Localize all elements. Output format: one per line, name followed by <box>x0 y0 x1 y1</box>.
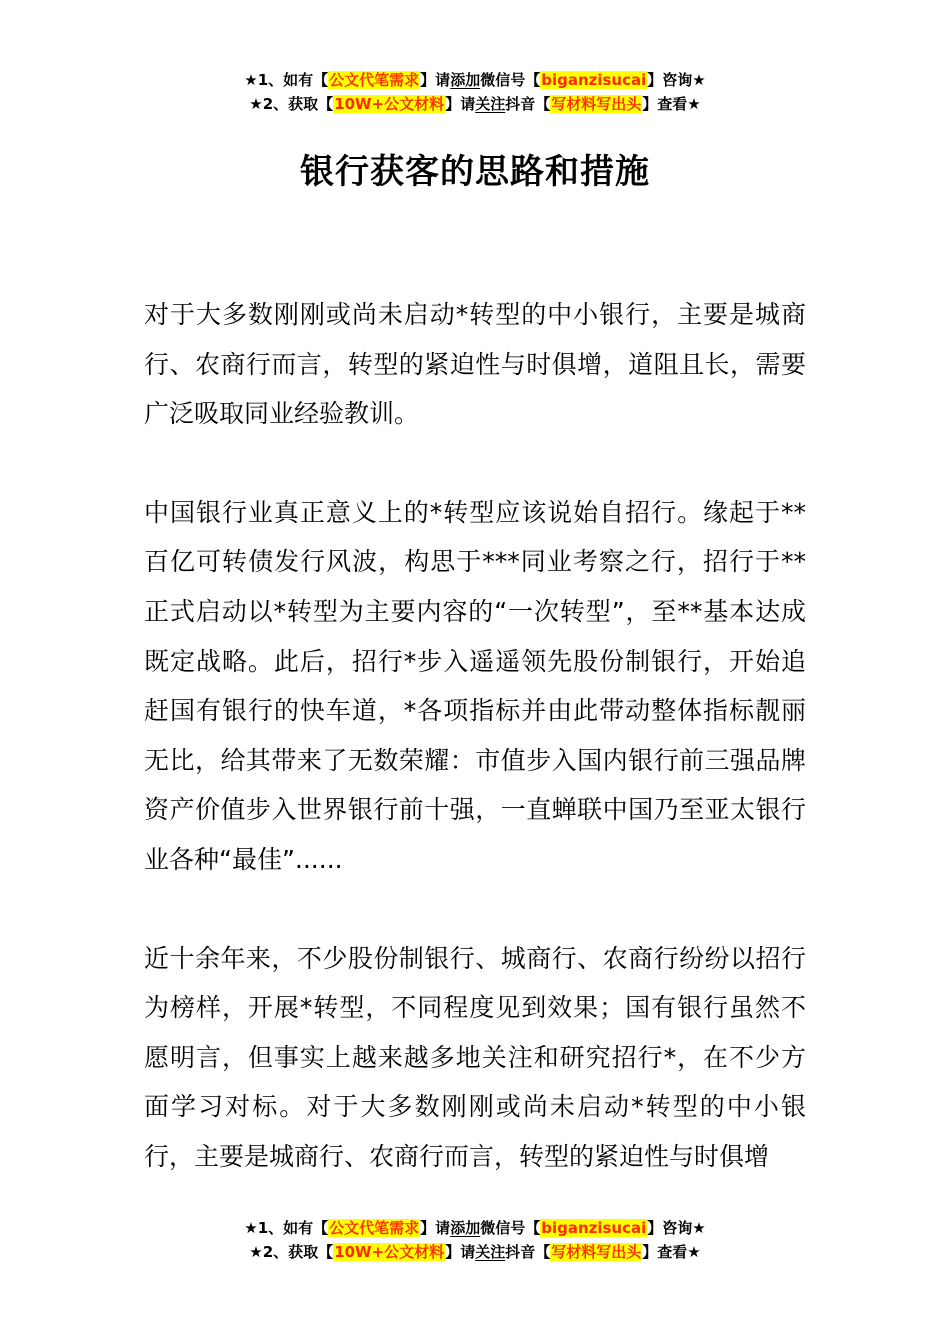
banner-text: 】请 <box>445 95 476 113</box>
banner-emphasis: 添加 <box>450 71 481 89</box>
banner-highlight: 写材料写出头 <box>551 95 642 113</box>
banner-text: ★1、如有【 <box>244 71 329 89</box>
banner-text: ★2、获取【 <box>249 95 334 113</box>
banner-emphasis: 添加 <box>450 1219 481 1237</box>
banner-emphasis: 关注 <box>475 95 506 113</box>
paragraph: 对于大多数刚刚或尚未启动*转型的中小银行，主要是城商行、农商行而言，转型的紧迫性与时俱增，道阻且长，需要广泛吸取同业经验教训。 <box>144 300 806 429</box>
banner-text: ★1、如有【 <box>244 1219 329 1237</box>
banner-text: ★2、获取【 <box>249 1243 334 1261</box>
banner-text: 】咨询★ <box>647 71 706 89</box>
paragraph: 中国银行业真正意义上的*转型应该说始自招行。缘起于**百亿可转债发行风波，构思于***同业考察之行，招行于**正式启动以*转型为主要内容的“一次转型”，至**基本达成既定战略。此后，招行*步入遥遥领先股份制银行，开始追赶国有银行的快车道，*各项指标并由此带动整体指标靓丽无比，给其带来了无数荣耀：市值步入国内银行前三强品牌资产价值步入世界银行前十强，一直蝉联中国乃至亚太银行业各种“最佳”...... <box>144 497 806 874</box>
banner-highlight: biganzisucai <box>541 1219 647 1237</box>
banner-highlight: 公文代笔需求 <box>329 1219 420 1237</box>
banner-highlight: 公文代笔需求 <box>329 71 420 89</box>
banner-text: 】请 <box>420 1219 451 1237</box>
banner-highlight: biganzisucai <box>541 71 647 89</box>
banner-text: 】请 <box>445 1243 476 1261</box>
banner-text: 抖音【 <box>505 1243 551 1261</box>
header-banner <box>0 68 950 116</box>
banner-text: 】咨询★ <box>647 1219 706 1237</box>
footer-banner <box>0 1216 950 1264</box>
paragraph: 近十余年来，不少股份制银行、城商行、农商行纷纷以招行为榜样，开展*转型，不同程度见到效果；国有银行虽然不愿明言，但事实上越来越多地关注和研究招行*，在不少方面学习对标。对于大多数刚刚或尚未启动*转型的中小银行，主要是城商行、农商行而言，转型的紧迫性与时俱增 <box>144 943 806 1171</box>
banner-text: 抖音【 <box>505 95 551 113</box>
banner-text: 】请 <box>420 71 451 89</box>
banner-highlight: 写材料写出头 <box>551 1243 642 1261</box>
banner-line-1 <box>0 68 950 92</box>
banner-line-2 <box>0 92 950 116</box>
banner-highlight: 10W+公文材料 <box>334 95 445 113</box>
banner-line-1 <box>0 1216 950 1240</box>
banner-emphasis: 关注 <box>475 1243 506 1261</box>
document-body <box>144 290 806 1182</box>
banner-line-2 <box>0 1240 950 1264</box>
banner-highlight: 10W+公文材料 <box>334 1243 445 1261</box>
document-title: 银行获客的思路和措施 <box>300 152 650 192</box>
banner-text: 】查看★ <box>642 1243 701 1261</box>
banner-text: 微信号【 <box>480 1219 541 1237</box>
banner-text: 】查看★ <box>642 95 701 113</box>
banner-text: 微信号【 <box>480 71 541 89</box>
